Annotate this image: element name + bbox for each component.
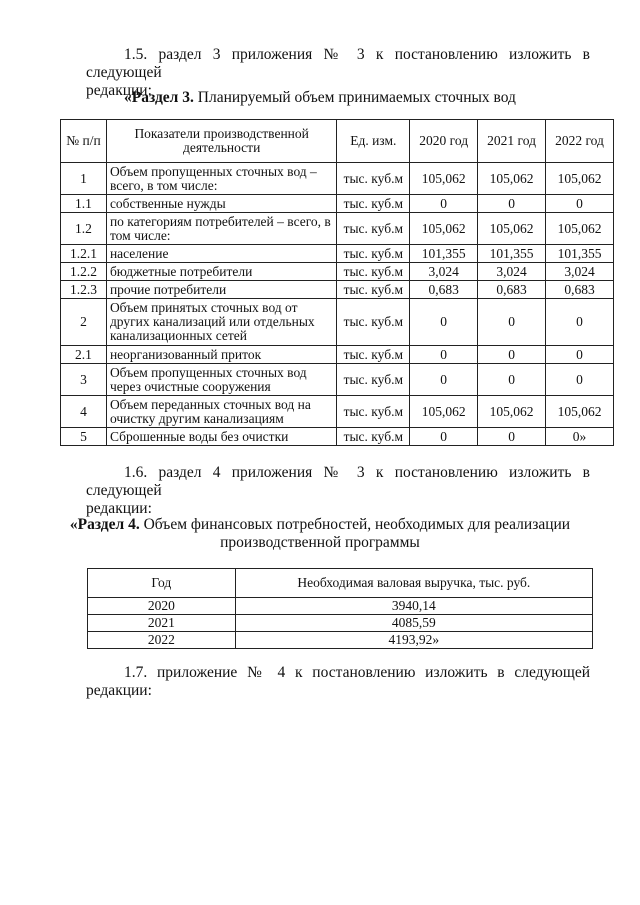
value-2021: 105,062 (478, 396, 546, 428)
section-4-title (0, 516, 640, 552)
value-2022: 105,062 (546, 213, 614, 245)
value-2022: 0 (546, 346, 614, 364)
indicator-name: Объем пропущенных сточных вод – всего, в том числе: (106, 163, 336, 195)
paragraph-1-5-tail: редакции: (86, 82, 152, 99)
row-number: 1 (61, 163, 107, 195)
indicator-name: Сброшенные воды без очистки (106, 428, 336, 446)
unit: тыс. куб.м (337, 263, 410, 281)
value-2021: 0 (478, 299, 546, 346)
value-2022: 0 (546, 364, 614, 396)
table-row (61, 281, 614, 299)
value-2021: 105,062 (478, 213, 546, 245)
table-row (61, 213, 614, 245)
section-3-label: «Раздел 3. (124, 89, 194, 106)
table-row (61, 263, 614, 281)
year-cell: 2022 (88, 632, 236, 649)
row-number: 1.2.1 (61, 245, 107, 263)
row-number: 3 (61, 364, 107, 396)
row-number: 1.2.3 (61, 281, 107, 299)
paragraph-1-7-lead: 1.7. приложение № 4 к постановлению изложить в следующей (124, 664, 590, 681)
section-3-heading: Планируемый объем принимаемых сточных вод (193, 89, 516, 106)
row-number: 1.2 (61, 213, 107, 245)
revenue-cell: 4193,92» (235, 632, 592, 649)
section-4-label: «Раздел 4. (69, 516, 140, 533)
section-4-heading-line2: производственной программы (220, 534, 420, 551)
table-row (61, 428, 614, 446)
value-2022: 101,355 (546, 245, 614, 263)
year-cell: 2020 (88, 598, 236, 615)
section-4-heading-line1: Объем финансовых потребностей, необходимых для реализации (139, 516, 571, 533)
paragraph-1-6-lead: 1.6. раздел 4 приложения № 3 к постановлению изложить в следующей (86, 464, 590, 499)
unit: тыс. куб.м (337, 299, 410, 346)
value-2021: 0,683 (478, 281, 546, 299)
value-2020: 0 (410, 428, 478, 446)
row-number: 1.1 (61, 195, 107, 213)
indicator-name: бюджетные потребители (106, 263, 336, 281)
value-2021: 0 (478, 195, 546, 213)
value-2021: 0 (478, 428, 546, 446)
paragraph-1-7 (86, 664, 590, 700)
table-row (61, 245, 614, 263)
value-2022: 0,683 (546, 281, 614, 299)
value-2020: 0 (410, 195, 478, 213)
table-row (61, 195, 614, 213)
indicator-name: собственные нужды (106, 195, 336, 213)
column-header: № п/п (61, 120, 107, 163)
value-2020: 0 (410, 346, 478, 364)
indicator-name: население (106, 245, 336, 263)
unit: тыс. куб.м (337, 281, 410, 299)
unit: тыс. куб.м (337, 245, 410, 263)
indicator-name: по категориям потребителей – всего, в том числе: (106, 213, 336, 245)
unit: тыс. куб.м (337, 396, 410, 428)
table-row (61, 396, 614, 428)
value-2021: 3,024 (478, 263, 546, 281)
value-2021: 0 (478, 346, 546, 364)
value-2020: 105,062 (410, 396, 478, 428)
column-header: Показатели производственной деятельности (106, 120, 336, 163)
row-number: 4 (61, 396, 107, 428)
value-2022: 3,024 (546, 263, 614, 281)
row-number: 2.1 (61, 346, 107, 364)
table-header-row (88, 569, 593, 598)
row-number: 2 (61, 299, 107, 346)
row-number: 1.2.2 (61, 263, 107, 281)
value-2021: 105,062 (478, 163, 546, 195)
unit: тыс. куб.м (337, 364, 410, 396)
paragraph-1-6 (86, 464, 590, 518)
table-row (61, 364, 614, 396)
value-2020: 101,355 (410, 245, 478, 263)
paragraph-1-7-tail: редакции: (86, 682, 152, 699)
table-row (61, 299, 614, 346)
table-row (61, 163, 614, 195)
column-header: 2020 год (410, 120, 478, 163)
year-cell: 2021 (88, 615, 236, 632)
financial-needs-table (87, 568, 593, 649)
value-2022: 0 (546, 299, 614, 346)
sewage-volume-table (60, 119, 614, 446)
value-2022: 105,062 (546, 396, 614, 428)
value-2022: 0 (546, 195, 614, 213)
unit: тыс. куб.м (337, 163, 410, 195)
value-2022: 0» (546, 428, 614, 446)
column-header: 2022 год (546, 120, 614, 163)
column-header: Необходимая валовая выручка, тыс. руб. (235, 569, 592, 598)
unit: тыс. куб.м (337, 428, 410, 446)
column-header: Ед. изм. (337, 120, 410, 163)
table-row (61, 346, 614, 364)
value-2022: 105,062 (546, 163, 614, 195)
row-number: 5 (61, 428, 107, 446)
revenue-cell: 4085,59 (235, 615, 592, 632)
value-2020: 0 (410, 364, 478, 396)
value-2020: 0 (410, 299, 478, 346)
indicator-name: Объем переданных сточных вод на очистку другим канализациям (106, 396, 336, 428)
indicator-name: Объем принятых сточных вод от других канализаций или отдельных канализационных сетей (106, 299, 336, 346)
revenue-cell: 3940,14 (235, 598, 592, 615)
paragraph-1-5-lead: 1.5. раздел 3 приложения № 3 к постановлению изложить в следующей (86, 46, 590, 81)
unit: тыс. куб.м (337, 213, 410, 245)
unit: тыс. куб.м (337, 195, 410, 213)
indicator-name: Объем пропущенных сточных вод через очистные сооружения (106, 364, 336, 396)
indicator-name: неорганизованный приток (106, 346, 336, 364)
value-2020: 105,062 (410, 163, 478, 195)
value-2020: 105,062 (410, 213, 478, 245)
column-header: Год (88, 569, 236, 598)
value-2021: 0 (478, 364, 546, 396)
value-2020: 0,683 (410, 281, 478, 299)
column-header: 2021 год (478, 120, 546, 163)
indicator-name: прочие потребители (106, 281, 336, 299)
table-row (88, 632, 593, 649)
paragraph-1-6-tail: редакции: (86, 500, 152, 517)
unit: тыс. куб.м (337, 346, 410, 364)
table-row (88, 615, 593, 632)
value-2020: 3,024 (410, 263, 478, 281)
section-3-title (0, 89, 640, 107)
table-row (88, 598, 593, 615)
value-2021: 101,355 (478, 245, 546, 263)
table-header-row (61, 120, 614, 163)
